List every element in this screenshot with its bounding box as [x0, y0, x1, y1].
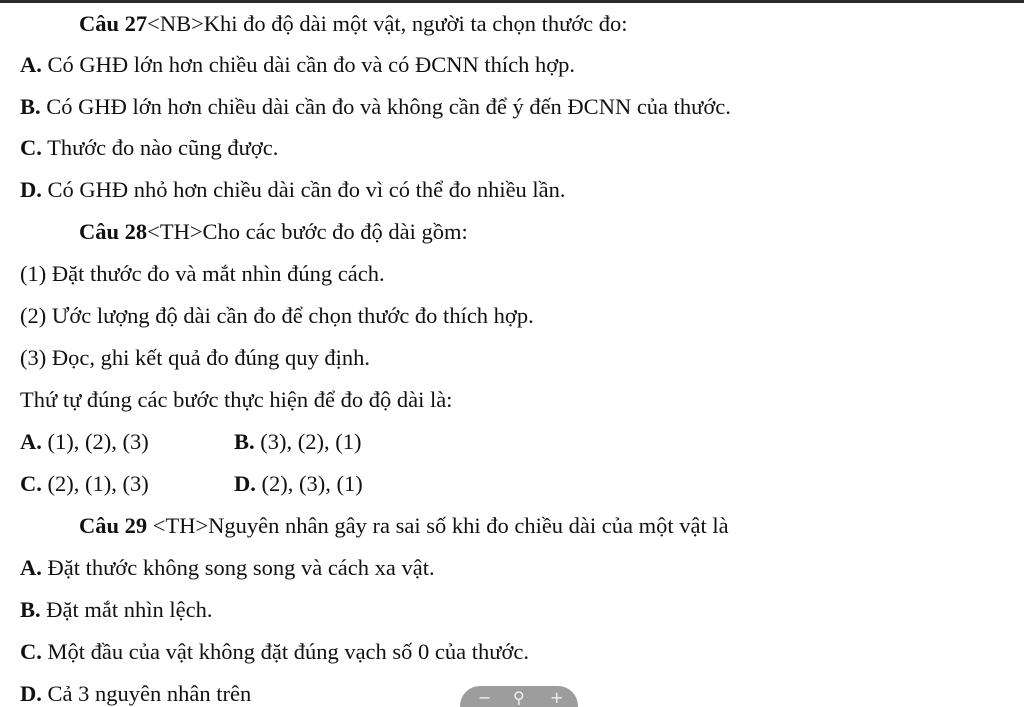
- q27-stem: [79, 13, 628, 36]
- q27-option-c: [20, 137, 278, 160]
- q28-option-d: [234, 473, 363, 496]
- option-key: B.: [20, 597, 41, 622]
- option-text: (2), (3), (1): [261, 471, 363, 496]
- option-key: A.: [20, 555, 42, 580]
- q29-question-text: Nguyên nhân gây ra sai số khi đo chiều dài của một vật là: [208, 513, 729, 538]
- option-text: Có GHĐ lớn hơn chiều dài cần đo và không cần để ý đến ĐCNN của thước.: [46, 94, 731, 119]
- q29-number: Câu 29: [79, 513, 148, 538]
- q29-option-c: [20, 641, 529, 664]
- option-text: (3), (2), (1): [260, 429, 362, 454]
- option-text: Một đầu của vật không đặt đúng vạch số 0 của thước.: [47, 639, 529, 664]
- q28-option-a: [20, 429, 149, 454]
- q28-number: Câu 28: [79, 219, 148, 244]
- q28-level-tag: <TH>: [147, 219, 203, 244]
- q27-level-tag: <NB>: [147, 11, 204, 36]
- q29-option-b: [20, 599, 212, 622]
- option-key: C.: [20, 639, 42, 664]
- option-text: Có GHĐ nhỏ hơn chiều dài cần đo vì có thể đo nhiều lần.: [47, 177, 566, 202]
- q28-question-text: Cho các bước đo độ dài gồm:: [202, 219, 468, 244]
- option-key: D.: [20, 177, 42, 202]
- option-key: B.: [20, 94, 41, 119]
- q27-option-b: [20, 96, 731, 119]
- option-text: Đặt thước không song song và cách xa vật.: [47, 555, 435, 580]
- option-key: A.: [20, 52, 42, 77]
- q28-stem: [79, 221, 468, 244]
- q28-step-1: (1) Đặt thước đo và mắt nhìn đúng cách.: [20, 261, 385, 286]
- option-text: Đặt mắt nhìn lệch.: [46, 597, 213, 622]
- search-icon[interactable]: ⚲: [513, 688, 525, 707]
- option-key: C.: [20, 135, 42, 160]
- q27-number: Câu 27: [79, 11, 148, 36]
- option-text: Thước đo nào cũng được.: [47, 135, 279, 160]
- q29-level-tag: <TH>: [152, 513, 209, 538]
- option-text: Cả 3 nguyên nhân trên: [47, 681, 252, 706]
- q28-options-row-1: [20, 429, 362, 454]
- q27-option-a: [20, 54, 575, 77]
- option-key: D.: [20, 681, 42, 706]
- option-text: (2), (1), (3): [47, 471, 149, 496]
- option-key: D.: [234, 471, 256, 496]
- q28-step-2: (2) Ước lượng độ dài cần đo để chọn thước đo thích hợp.: [20, 303, 534, 328]
- q28-step-3: (3) Đọc, ghi kết quả đo đúng quy định.: [20, 345, 370, 370]
- q29-option-a: [20, 557, 435, 580]
- zoom-out-icon[interactable]: −: [478, 688, 492, 707]
- q28-option-c: [20, 471, 149, 496]
- q27-option-d: [20, 179, 566, 202]
- q29-option-d: [20, 683, 251, 706]
- q28-options-row-2: [20, 471, 363, 496]
- q28-prompt: Thứ tự đúng các bước thực hiện để đo độ dài là:: [20, 387, 453, 412]
- q28-option-b: [234, 431, 361, 454]
- option-key: A.: [20, 429, 42, 454]
- zoom-in-icon[interactable]: +: [550, 688, 564, 707]
- q27-question-text: Khi đo độ dài một vật, người ta chọn thước đo:: [203, 11, 628, 36]
- option-key: B.: [234, 429, 255, 454]
- q29-stem: [79, 515, 729, 538]
- option-text: Có GHĐ lớn hơn chiều dài cần đo và có ĐCNN thích hợp.: [47, 52, 575, 77]
- option-text: (1), (2), (3): [47, 429, 149, 454]
- zoom-toolbar: [460, 686, 578, 707]
- option-key: C.: [20, 471, 42, 496]
